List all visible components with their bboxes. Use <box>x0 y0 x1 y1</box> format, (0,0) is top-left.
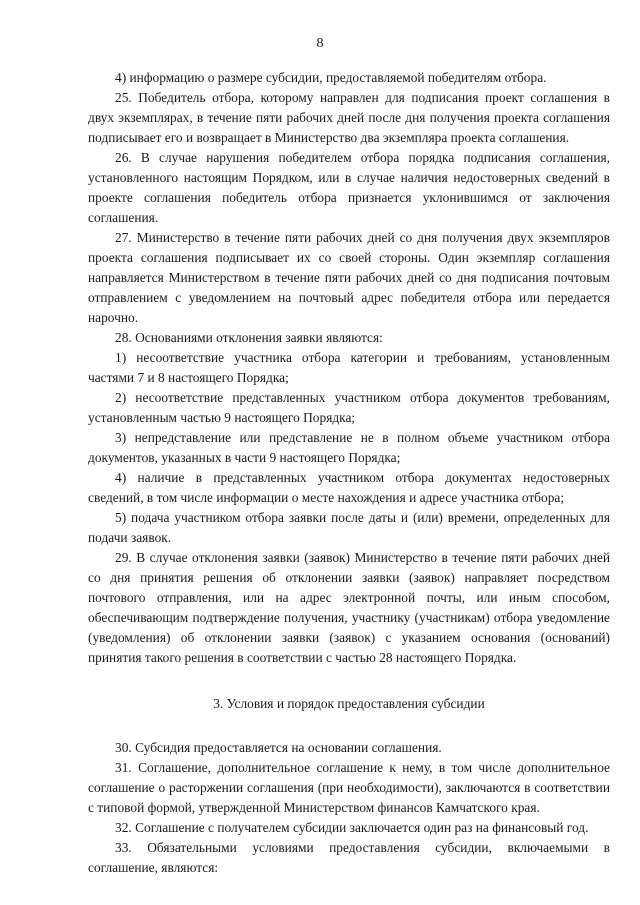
paragraph-item-4: 4) информацию о размере субсидии, предоставляемой победителям отбора. <box>115 70 547 85</box>
paragraph-25: 25. Победитель отбора, которому направлен для подписания проект соглашения в двух экземплярах, в течение пяти рабочих дней после дня получения проекта соглашения подписывает его и возвращает в Министерство два экземпляра проекта соглашения. <box>88 90 610 145</box>
paragraph-28-item-2: 2) несоответствие представленных участником отбора документов требованиям, установленным частью 9 настоящего Порядка; <box>88 390 610 425</box>
paragraph-28: 28. Основаниями отклонения заявки являются: <box>115 330 383 345</box>
paragraph-33: 33. Обязательными условиями предоставления субсидии, включаемыми в соглашение, являются: <box>88 840 610 875</box>
page-number: 8 <box>316 36 324 51</box>
paragraph-28-item-1: 1) несоответствие участника отбора категории и требованиям, установленным частями 7 и 8 настоящего Порядка; <box>88 350 610 385</box>
paragraph-31: 31. Соглашение, дополнительное соглашение к нему, в том числе дополнительное соглашение о расторжении соглашения (при необходимости), заключаются в соответствии с типовой формой, утвержденной Министерством финансов Камчатского края. <box>88 760 610 815</box>
section-heading: 3. Условия и порядок предоставления субсидии <box>213 696 485 711</box>
paragraph-28-item-3: 3) непредставление или представление не в полном объеме участником отбора документов, указанных в части 9 настоящего Порядка; <box>88 430 610 465</box>
paragraph-30: 30. Субсидия предоставляется на основании соглашения. <box>115 740 442 755</box>
paragraph-28-item-5: 5) подача участником отбора заявки после даты и (или) времени, определенных для подачи заявок. <box>88 510 610 545</box>
paragraph-27: 27. Министерство в течение пяти рабочих дней со дня получения двух экземпляров проекта соглашения подписывает их со своей стороны. Один экземпляр соглашения направляется Министерством в течение пяти рабочих дней со дня подписания почтовым отправлением с уведомлением на почтовый адрес победителя отбора или передается нарочно. <box>88 230 610 325</box>
paragraph-29: 29. В случае отклонения заявки (заявок) Министерство в течение пяти рабочих дней со дня принятия решения об отклонении заявки (заявок) направляет посредством почтового отправления, или на адрес электронной почты, или иным способом, обеспечивающим подтверждение получения, участнику (участникам) отбора уведомление (уведомления) об отклонении заявки (заявок) с указанием основания (оснований) принятия такого решения в соответствии с частью 28 настоящего Порядка. <box>88 550 610 665</box>
paragraph-32: 32. Соглашение с получателем субсидии заключается один раз на финансовый год. <box>115 820 589 835</box>
paragraph-26: 26. В случае нарушения победителем отбора порядка подписания соглашения, установленного настоящим Порядком, или в случае наличия недостоверных сведений в проекте соглашения победитель отбора признается уклонившимся от заключения соглашения. <box>88 150 610 225</box>
paragraph-28-item-4: 4) наличие в представленных участником отбора документах недостоверных сведений, в том числе информации о месте нахождения и адресе участника отбора; <box>88 470 610 505</box>
document-body <box>88 68 610 878</box>
